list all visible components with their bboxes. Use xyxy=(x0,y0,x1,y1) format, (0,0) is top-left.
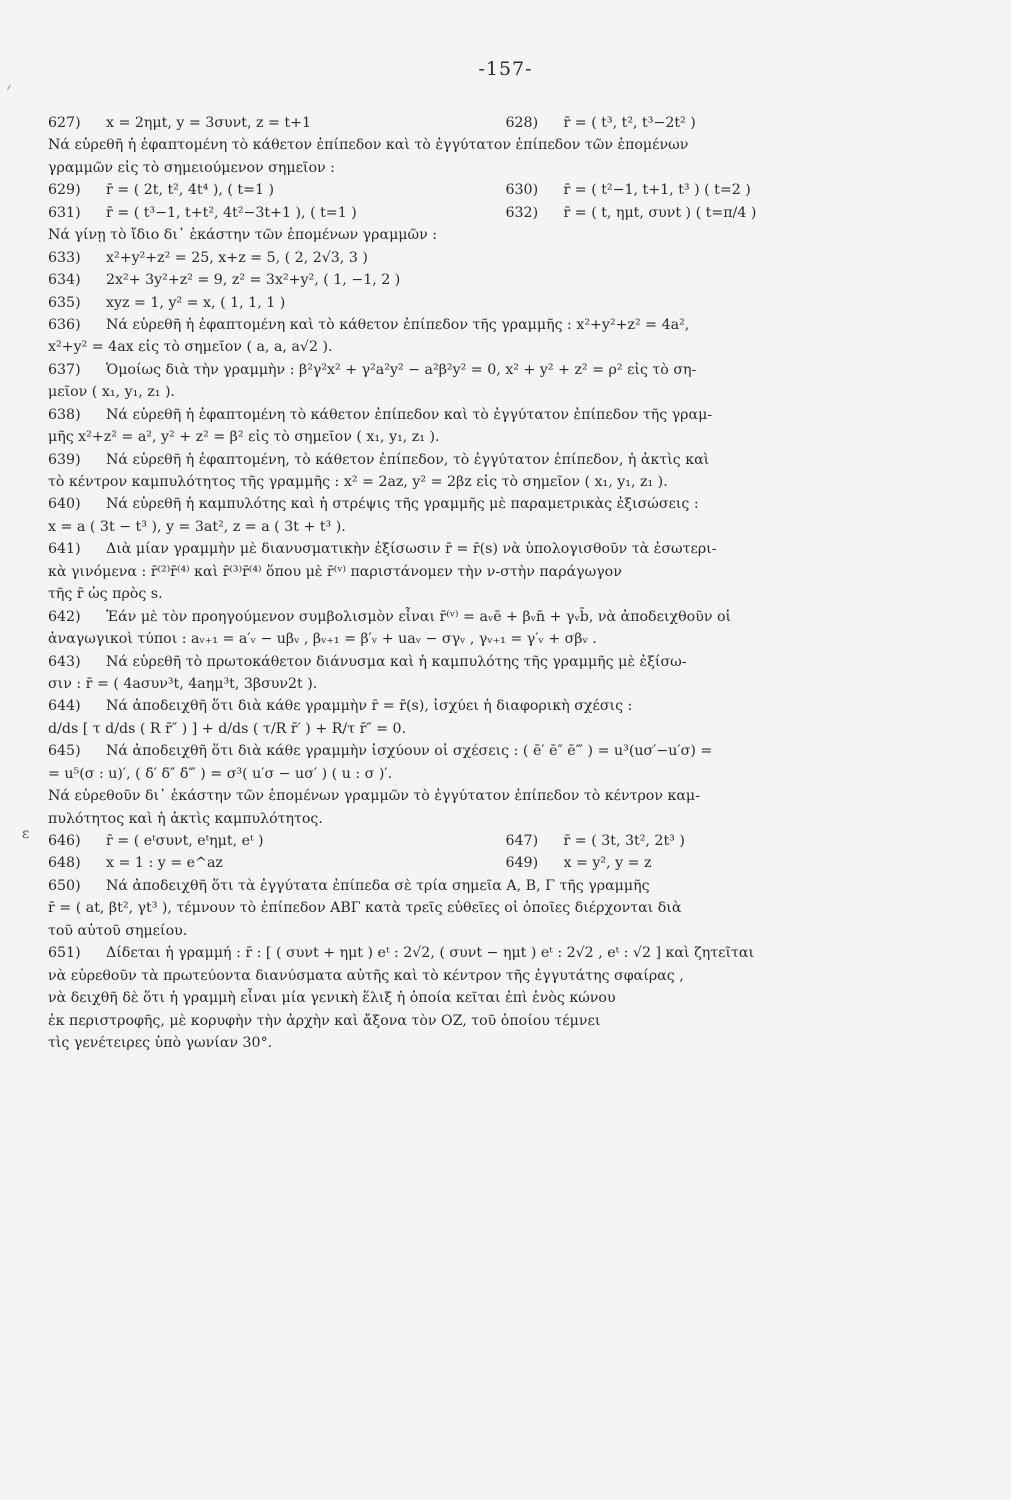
problem-text: Νά εὑρεθῆ ἡ ἐφαπτομένη καὶ τὸ κάθετον ἐπίπεδον τῆς γραμμῆς : x²+y²+z² = 4a², xyxy=(106,316,690,333)
problem-line-pair xyxy=(48,852,963,874)
continuation-line xyxy=(48,134,963,156)
problem-line xyxy=(48,359,963,381)
continuation-line xyxy=(48,381,963,403)
problem-left xyxy=(48,179,506,201)
continuation-line xyxy=(48,1032,963,1054)
continuation-line xyxy=(48,583,963,605)
problem-right xyxy=(506,179,964,201)
continuation-line xyxy=(48,561,963,583)
problem-line-pair xyxy=(48,830,963,852)
continuation-line xyxy=(48,628,963,650)
problem-number: 644) xyxy=(48,698,81,715)
problem-text: xyz = 1, y² = x, ( 1, 1, 1 ) xyxy=(106,294,286,311)
problem-text: Νά ἀποδειχθῆ ὅτι διὰ κάθε γραμμὴν r̄ = r̄(s), ἰσχύει ἡ διαφορικὴ σχέσις : xyxy=(106,698,633,715)
problem-right xyxy=(506,202,964,224)
problem-text: r̄ = ( at, βt², γt³ ), τέμνουν τὸ ἐπίπεδον ΑΒΓ κατὰ τρεῖς εὐθεῖες οἱ ὁποῖες διέρχονται διὰ xyxy=(48,900,682,917)
problem-text: Νά εὑρεθῆ τὸ πρωτοκάθετον διάνυσμα καὶ ἡ καμπυλότης τῆς γραμμῆς μὲ ἐξίσω- xyxy=(106,653,687,670)
problem-number: 639) xyxy=(48,451,81,468)
problem-text: σιν : r̄ = ( 4aσυν³t, 4aημ³t, 3βσυν2t ). xyxy=(48,675,318,692)
problem-text: x = a ( 3t − t³ ), y = 3at², z = a ( 3t + t³ ). xyxy=(48,518,346,535)
problem-text: Νά εὑρεθῆ ἡ ἐφαπτομένη τὸ κάθετον ἐπίπεδον καὶ τὸ ἐγγύτατον ἐπίπεδον τῆς γραμ- xyxy=(106,406,713,423)
problem-text: Ἐάν μὲ τὸν προηγούμενον συμβολισμὸν εἶναι r̄⁽ᵛ⁾ = aᵥē + βᵥn̄ + γᵥb̄, νὰ ἀποδειχθοῦν οἱ xyxy=(106,608,732,625)
problem-text: r̄ = ( t, ημt, συνt ) ( t=π/4 ) xyxy=(563,204,757,221)
problem-line xyxy=(48,695,963,717)
problem-text: r̄ = ( 3t, 3t², 2t³ ) xyxy=(563,833,685,849)
problem-text: Νά εὑρεθῆ ἡ καμπυλότης καὶ ἡ στρέψις τῆς γραμμῆς μὲ παραμετρικὰς ἐξισώσεις : xyxy=(106,496,699,513)
problem-text: νὰ εὑρεθοῦν τὰ πρωτεύοντα διανύσματα αὐτῆς καὶ τὸ κέντρον τῆς ἐγγυτάτης σφαίρας , xyxy=(48,967,684,984)
problem-text: Νά γίνῃ τὸ ἴδιο δι᾽ ἑκάστην τῶν ἑπομένων γραμμῶν : xyxy=(48,227,437,244)
problem-number: 628) xyxy=(505,115,539,131)
problem-number: 643) xyxy=(48,653,81,670)
problem-number: 645) xyxy=(48,743,81,760)
problem-line xyxy=(48,538,963,560)
problem-number: 633) xyxy=(48,249,81,266)
problem-text: μῆς x²+z² = a², y² + z² = β² εἰς τὸ σημεῖον ( x₁, y₁, z₁ ). xyxy=(48,429,440,446)
problem-text: r̄ = ( t²−1, t+1, t³ ) ( t=2 ) xyxy=(563,182,751,199)
problem-number: 646) xyxy=(48,833,81,849)
problem-text: Ὁμοίως διὰ τὴν γραμμὴν : β²γ²x² + γ²a²y² − a²β²y² = 0, x² + y² + z² = ρ² εἰς τὸ ση- xyxy=(106,361,697,378)
problem-number: 638) xyxy=(48,406,81,423)
continuation-line xyxy=(48,673,963,695)
problem-number: 634) xyxy=(48,272,81,289)
continuation-line xyxy=(48,1010,963,1032)
problem-text: μεῖον ( x₁, y₁, z₁ ). xyxy=(48,384,176,401)
problem-number: 631) xyxy=(48,204,81,221)
problem-number: 649) xyxy=(505,855,539,872)
problem-number: 629) xyxy=(48,182,81,199)
problem-line xyxy=(48,314,963,336)
problem-number: 636) xyxy=(48,316,81,333)
problem-line xyxy=(48,292,963,314)
problem-line xyxy=(48,942,963,964)
problem-number: 627) xyxy=(48,115,81,131)
margin-mark: ε xyxy=(22,826,30,842)
problem-number: 648) xyxy=(48,855,81,872)
problem-right xyxy=(506,830,964,852)
problem-text: x = 1 : y = e^az xyxy=(106,855,223,872)
problem-text: r̄ = ( eᵗσυνt, eᵗημt, eᵗ ) xyxy=(106,833,264,849)
continuation-line xyxy=(48,763,963,785)
problem-text: νὰ δειχθῆ δὲ ὅτι ἡ γραμμὴ εἶναι μία γενικὴ ἕλιξ ἡ ὁποία κεῖται ἐπὶ ἑνὸς κώνου xyxy=(48,990,616,1007)
problem-text: 2x²+ 3y²+z² = 9, z² = 3x²+y², ( 1, −1, 2 ) xyxy=(106,272,401,289)
problem-line-pair xyxy=(48,179,963,201)
problem-number: 650) xyxy=(48,877,81,894)
page-number: -157- xyxy=(478,58,533,80)
problem-number: 635) xyxy=(48,294,81,311)
problem-line-pair xyxy=(48,202,963,224)
problem-text: τῆς r̄ ὡς πρὸς s. xyxy=(48,586,163,603)
problem-text: γραμμῶν εἰς τὸ σημειούμενον σημεῖον : xyxy=(48,159,335,176)
problem-left xyxy=(48,112,506,134)
continuation-line xyxy=(48,808,963,830)
continuation-line xyxy=(48,987,963,1009)
problem-line xyxy=(48,449,963,471)
problem-number: 641) xyxy=(48,541,81,558)
continuation-line xyxy=(48,336,963,358)
problem-line xyxy=(48,247,963,269)
problem-number: 640) xyxy=(48,496,81,513)
problem-left xyxy=(48,852,506,874)
problem-text: Νά εὑρεθῆ ἡ ἐφαπτομένη, τὸ κάθετον ἐπίπεδον, τὸ ἐγγύτατον ἐπίπεδον, ἡ ἀκτὶς καὶ xyxy=(106,451,710,468)
problem-line xyxy=(48,740,963,762)
problem-left xyxy=(48,830,506,852)
problem-text: κὰ γινόμενα : r̄⁽²⁾r̄⁽⁴⁾ καὶ r̄⁽³⁾r̄⁽⁴⁾ ὅπου μὲ r̄⁽ᵛ⁾ παριστάνομεν τὴν ν-στὴν παράγωγον xyxy=(48,563,622,580)
continuation-line xyxy=(48,516,963,538)
problem-text: τοῦ αὐτοῦ σημείου. xyxy=(48,922,188,939)
problem-text: d/ds [ τ d/ds ( R r̄″ ) ] + d/ds ( τ/R r̄′ ) + R/τ r̄″ = 0. xyxy=(48,720,407,737)
problem-list xyxy=(48,112,963,1054)
problem-text: r̄ = ( t³, t², t³−2t² ) xyxy=(563,115,696,131)
problem-text: τὸ κέντρον καμπυλότητος τῆς γραμμῆς : x² = 2az, y² = 2βz εἰς τὸ σημεῖον ( x₁, y₁, z₁ ). xyxy=(48,474,668,490)
continuation-line xyxy=(48,897,963,919)
continuation-line xyxy=(48,157,963,179)
problem-text: r̄ = ( t³−1, t+t², 4t²−3t+1 ), ( t=1 ) xyxy=(106,204,357,221)
problem-text: Νά ἀποδειχθῆ ὅτι διὰ κάθε γραμμὴν ἰσχύουν οἱ σχέσεις : ( ē′ ē″ ē‴ ) = u³(uσ′−u′σ) = xyxy=(106,743,713,760)
problem-number: 647) xyxy=(505,833,539,849)
problem-number: 651) xyxy=(48,945,81,962)
problem-text: = u⁵(σ : u)′, ( δ̄′ δ̄″ δ̄‴ ) = σ³( u′σ − uσ′ ) ( u : σ )′. xyxy=(48,765,393,782)
problem-text: πυλότητος καὶ ἡ ἀκτὶς καμπυλότητος. xyxy=(48,810,323,827)
problem-text: x²+y²+z² = 25, x+z = 5, ( 2, 2√3, 3 ) xyxy=(106,249,368,266)
problem-line xyxy=(48,269,963,291)
continuation-line xyxy=(48,920,963,942)
problem-line xyxy=(48,651,963,673)
problem-text: τὶς γενέτειρες ὑπὸ γωνίαν 30°. xyxy=(48,1034,273,1051)
problem-number: 642) xyxy=(48,608,81,625)
problem-number: 637) xyxy=(48,361,81,378)
problem-text: ἀναγωγικοὶ τύποι : aᵥ₊₁ = a′ᵥ − uβᵥ , βᵥ₊₁ = β′ᵥ + uaᵥ − σγᵥ , γᵥ₊₁ = γ′ᵥ + σβᵥ . xyxy=(48,631,597,648)
continuation-line xyxy=(48,426,963,448)
problem-text: x = y², y = z xyxy=(563,855,652,872)
problem-number: 630) xyxy=(505,182,539,199)
continuation-line xyxy=(48,965,963,987)
problem-right xyxy=(506,112,964,134)
corner-mark xyxy=(7,85,16,94)
problem-line xyxy=(48,606,963,628)
problem-text: Δίδεται ἡ γραμμή : r̄ : [ ( συνt + ημt ) eᵗ : 2√2, ( συνt − ημt ) eᵗ : 2√2 , eᵗ : √2 ] καὶ ζητεῖται xyxy=(106,945,755,962)
continuation-line xyxy=(48,718,963,740)
problem-left xyxy=(48,202,506,224)
problem-text: ἐκ περιστροφῆς, μὲ κορυφὴν τὴν ἀρχὴν καὶ ἄξονα τὸν OZ, τοῦ ὁποίου τέμνει xyxy=(48,1012,601,1029)
problem-line-pair xyxy=(48,112,963,134)
problem-text: Νά εὑρεθοῦν δι᾽ ἑκάστην τῶν ἑπομένων γραμμῶν τὸ ἐγγύτατον ἐπίπεδον τὸ κέντρον καμ- xyxy=(48,788,700,805)
problem-number: 632) xyxy=(505,204,539,221)
continuation-line xyxy=(48,471,963,493)
problem-text: x²+y² = 4ax εἰς τὸ σημεῖον ( a, a, a√2 ). xyxy=(48,339,333,356)
continuation-line xyxy=(48,785,963,807)
problem-line xyxy=(48,493,963,515)
problem-text: r̄ = ( 2t, t², 4t⁴ ), ( t=1 ) xyxy=(106,182,275,199)
continuation-line xyxy=(48,224,963,246)
problem-text: Νά εὑρεθῆ ἡ ἐφαπτομένη τὸ κάθετον ἐπίπεδον καὶ τὸ ἐγγύτατον ἐπίπεδον τῶν ἑπομένων xyxy=(48,137,689,154)
problem-line xyxy=(48,404,963,426)
problem-text: x = 2ημt, y = 3συνt, z = t+1 xyxy=(106,115,311,131)
problem-text: Νά ἀποδειχθῆ ὅτι τὰ ἐγγύτατα ἐπίπεδα σὲ τρία σημεῖα Α, Β, Γ τῆς γραμμῆς xyxy=(106,877,650,894)
problem-line xyxy=(48,875,963,897)
problem-right xyxy=(506,852,964,874)
problem-text: Διὰ μίαν γραμμὴν μὲ διανυσματικὴν ἐξίσωσιν r̄ = r̄(s) νὰ ὑπολογισθοῦν τὰ ἐσωτερι- xyxy=(106,541,717,558)
